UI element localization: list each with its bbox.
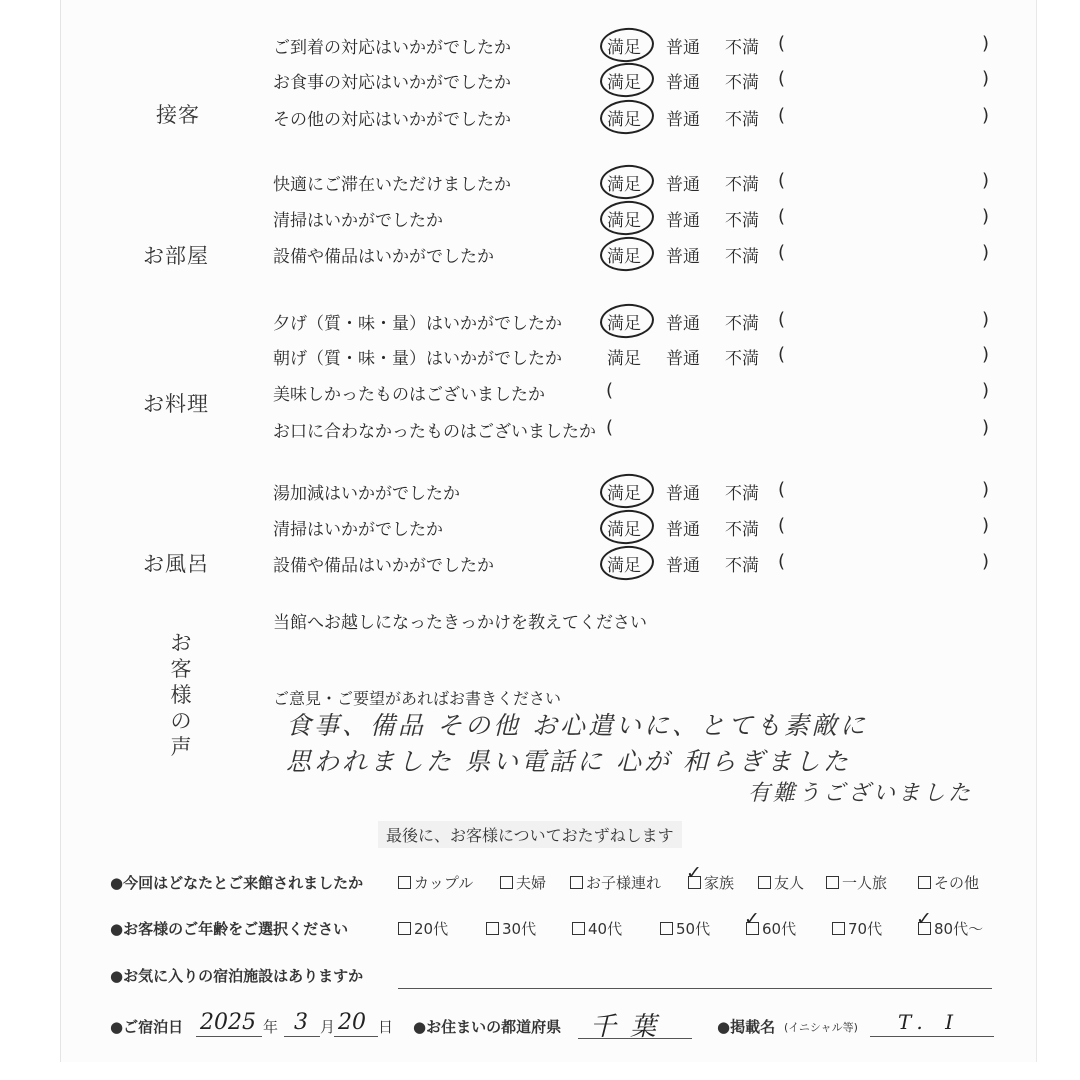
option-normal[interactable]: 普通 [666,556,700,576]
prefecture-label: ●お住まいの都道府県 [413,1018,562,1036]
checkbox[interactable] [660,922,673,935]
final-banner: 最後に、お客様についておたずねします [378,821,682,848]
question-text: 美味しかったものはございましたか [273,385,545,405]
checkbox[interactable] [918,876,931,889]
checkbox-label: 夫婦 [516,874,547,892]
option-normal[interactable]: 普通 [666,247,700,267]
option-normal[interactable]: 普通 [666,314,700,334]
option-unsatisfied[interactable]: 不満 [725,349,759,369]
option-satisfied[interactable]: 満足 [607,175,641,195]
comment-open-paren: ( [778,479,786,500]
answer-close-paren: ) [982,380,990,401]
checkbox-option[interactable] [744,908,797,939]
handwritten-comment-line-2: 思われました 県い電話に 心が 和らぎました [286,747,851,776]
checkbox-option[interactable] [500,872,546,893]
survey-sheet [60,0,1037,1062]
option-satisfied[interactable]: 満足 [607,349,641,369]
checkbox-option[interactable] [486,918,536,939]
checkbox[interactable] [398,922,411,935]
handwritten-comment-line-1: 食事、備品 その他 お心遣いに、とても素敵に [286,711,868,740]
option-unsatisfied[interactable]: 不満 [725,484,759,504]
checkbox-option[interactable] [398,918,448,939]
answer-open-paren: ( [606,380,614,401]
comment-open-paren: ( [778,551,786,572]
option-satisfied[interactable]: 満足 [607,38,641,58]
question-text: 湯加減はいかがでしたか [273,484,460,504]
question-text: 清掃はいかがでしたか [273,520,443,540]
favorite-answer-line[interactable] [398,988,992,989]
checkbox-label: 家族 [704,874,735,892]
checkbox-label: 80代〜 [934,920,984,938]
checkbox-label: 40代 [588,920,623,938]
section-label-bath: お風呂 [143,552,209,576]
question-text: 設備や備品はいかがでしたか [273,556,494,576]
prefecture-value: 千葉 [590,1012,671,1042]
checkbox-option[interactable] [686,862,735,893]
comment-open-paren: ( [778,344,786,365]
question-text: 朝げ（質・味・量）はいかがでしたか [273,349,562,369]
checkbox-label: お子様連れ [586,874,662,892]
checkbox-label: 50代 [676,920,711,938]
option-normal[interactable]: 普通 [666,349,700,369]
option-normal[interactable]: 普通 [666,484,700,504]
checkbox-label: 60代 [762,920,797,938]
check-mark-icon: ✓ [744,908,760,930]
comment-open-paren: ( [778,68,786,89]
option-unsatisfied[interactable]: 不満 [725,314,759,334]
section-label-service: 接客 [156,103,200,127]
checkbox-label: カップル [414,874,474,892]
option-unsatisfied[interactable]: 不満 [725,211,759,231]
checkbox-option[interactable] [660,918,710,939]
comment-close-paren: ) [982,105,990,126]
checkbox-label: 友人 [774,874,805,892]
checkbox-label: 30代 [502,920,537,938]
comment-close-paren: ) [982,33,990,54]
comment-open-paren: ( [778,170,786,191]
stay-day-line [334,1036,378,1037]
comment-close-paren: ) [982,515,990,536]
checkbox-option[interactable] [572,918,622,939]
listing-name-value: T. I [898,1010,962,1034]
request-question: ご意見・ご要望があればお書きください [273,689,562,708]
section-label-food: お料理 [143,392,209,416]
answer-close-paren: ) [982,417,990,438]
comment-close-paren: ) [982,242,990,263]
comment-close-paren: ) [982,551,990,572]
checkbox[interactable] [826,876,839,889]
checkbox[interactable] [758,876,771,889]
option-unsatisfied[interactable]: 不満 [725,247,759,267]
comment-open-paren: ( [778,206,786,227]
stay-year-line [196,1036,262,1037]
checkbox[interactable] [570,876,583,889]
checkbox[interactable] [486,922,499,935]
question-text: お口に合わなかったものはございましたか [273,422,596,442]
comment-close-paren: ) [982,344,990,365]
reason-question: 当館へお越しになったきっかけを教えてください [273,613,647,633]
comment-open-paren: ( [778,515,786,536]
question-text: 清掃はいかがでしたか [273,211,443,231]
comment-close-paren: ) [982,479,990,500]
listing-name-label: ●掲載名 [717,1018,776,1036]
stay-year: 2025 [200,1010,256,1035]
option-satisfied[interactable]: 満足 [607,484,641,504]
option-normal[interactable]: 普通 [666,175,700,195]
checkbox[interactable] [500,876,513,889]
comment-close-paren: ) [982,206,990,227]
option-unsatisfied[interactable]: 不満 [725,38,759,58]
stay-date-label: ●ご宿泊日 [110,1018,184,1036]
checkbox-option[interactable] [826,872,887,893]
comment-close-paren: ) [982,170,990,191]
option-satisfied[interactable]: 満足 [607,110,641,130]
option-normal[interactable]: 普通 [666,73,700,93]
year-unit: 年 [263,1018,279,1036]
day-unit: 日 [378,1018,394,1036]
option-satisfied[interactable]: 満足 [607,211,641,231]
option-unsatisfied[interactable]: 不満 [725,520,759,540]
age-question: ●お客様のご年齢をご選択ください [110,920,349,938]
option-satisfied[interactable]: 満足 [607,520,641,540]
handwritten-comment-line-3: 有難うございました [748,781,974,806]
checkbox-option[interactable] [832,918,882,939]
comment-open-paren: ( [778,242,786,263]
checkbox[interactable] [832,922,845,935]
comment-close-paren: ) [982,309,990,330]
checkbox-option[interactable] [758,872,804,893]
listing-name-note: (イニシャル等) [784,1021,858,1034]
checkbox-label: 一人旅 [842,874,888,892]
question-text: ご到着の対応はいかがでしたか [273,38,511,58]
comment-open-paren: ( [778,33,786,54]
voice-label: お客様の声 [170,631,192,759]
option-normal[interactable]: 普通 [666,520,700,540]
comment-open-paren: ( [778,309,786,330]
checkbox[interactable] [572,922,585,935]
option-normal[interactable]: 普通 [666,38,700,58]
option-satisfied[interactable]: 満足 [607,247,641,267]
option-satisfied[interactable]: 満足 [607,314,641,334]
option-normal[interactable]: 普通 [666,110,700,130]
comment-close-paren: ) [982,68,990,89]
checkbox-label: その他 [934,874,980,892]
question-text: 設備や備品はいかがでしたか [273,247,494,267]
check-mark-icon: ✓ [916,908,932,930]
stay-day: 20 [338,1010,366,1035]
question-text: 快適にご滞在いただけましたか [273,175,511,195]
option-unsatisfied[interactable]: 不満 [725,175,759,195]
month-unit: 月 [320,1018,336,1036]
listing-name-line [870,1036,994,1037]
option-satisfied[interactable]: 満足 [607,556,641,576]
option-satisfied[interactable]: 満足 [607,73,641,93]
stay-month: 3 [294,1010,308,1035]
answer-open-paren: ( [606,417,614,438]
comment-open-paren: ( [778,105,786,126]
question-text: その他の対応はいかがでしたか [273,110,511,130]
option-normal[interactable]: 普通 [666,211,700,231]
option-unsatisfied[interactable]: 不満 [725,73,759,93]
prefecture-line [578,1038,692,1039]
checkbox-label: 70代 [848,920,883,938]
question-text: 夕げ（質・味・量）はいかがでしたか [273,314,562,334]
section-label-room: お部屋 [143,244,209,268]
checkbox-option[interactable] [916,908,984,939]
checkbox-option[interactable] [398,872,473,893]
companion-question: ●今回はどなたとご来館されましたか [110,874,364,892]
checkbox-option[interactable] [570,872,661,893]
option-unsatisfied[interactable]: 不満 [725,110,759,130]
checkbox-label: 20代 [414,920,449,938]
checkbox[interactable] [398,876,411,889]
option-unsatisfied[interactable]: 不満 [725,556,759,576]
question-text: お食事の対応はいかがでしたか [273,73,511,93]
stay-month-line [284,1036,320,1037]
check-mark-icon: ✓ [686,862,702,884]
favorite-question: ●お気に入りの宿泊施設はありますか [110,967,364,985]
checkbox-option[interactable] [918,872,979,893]
